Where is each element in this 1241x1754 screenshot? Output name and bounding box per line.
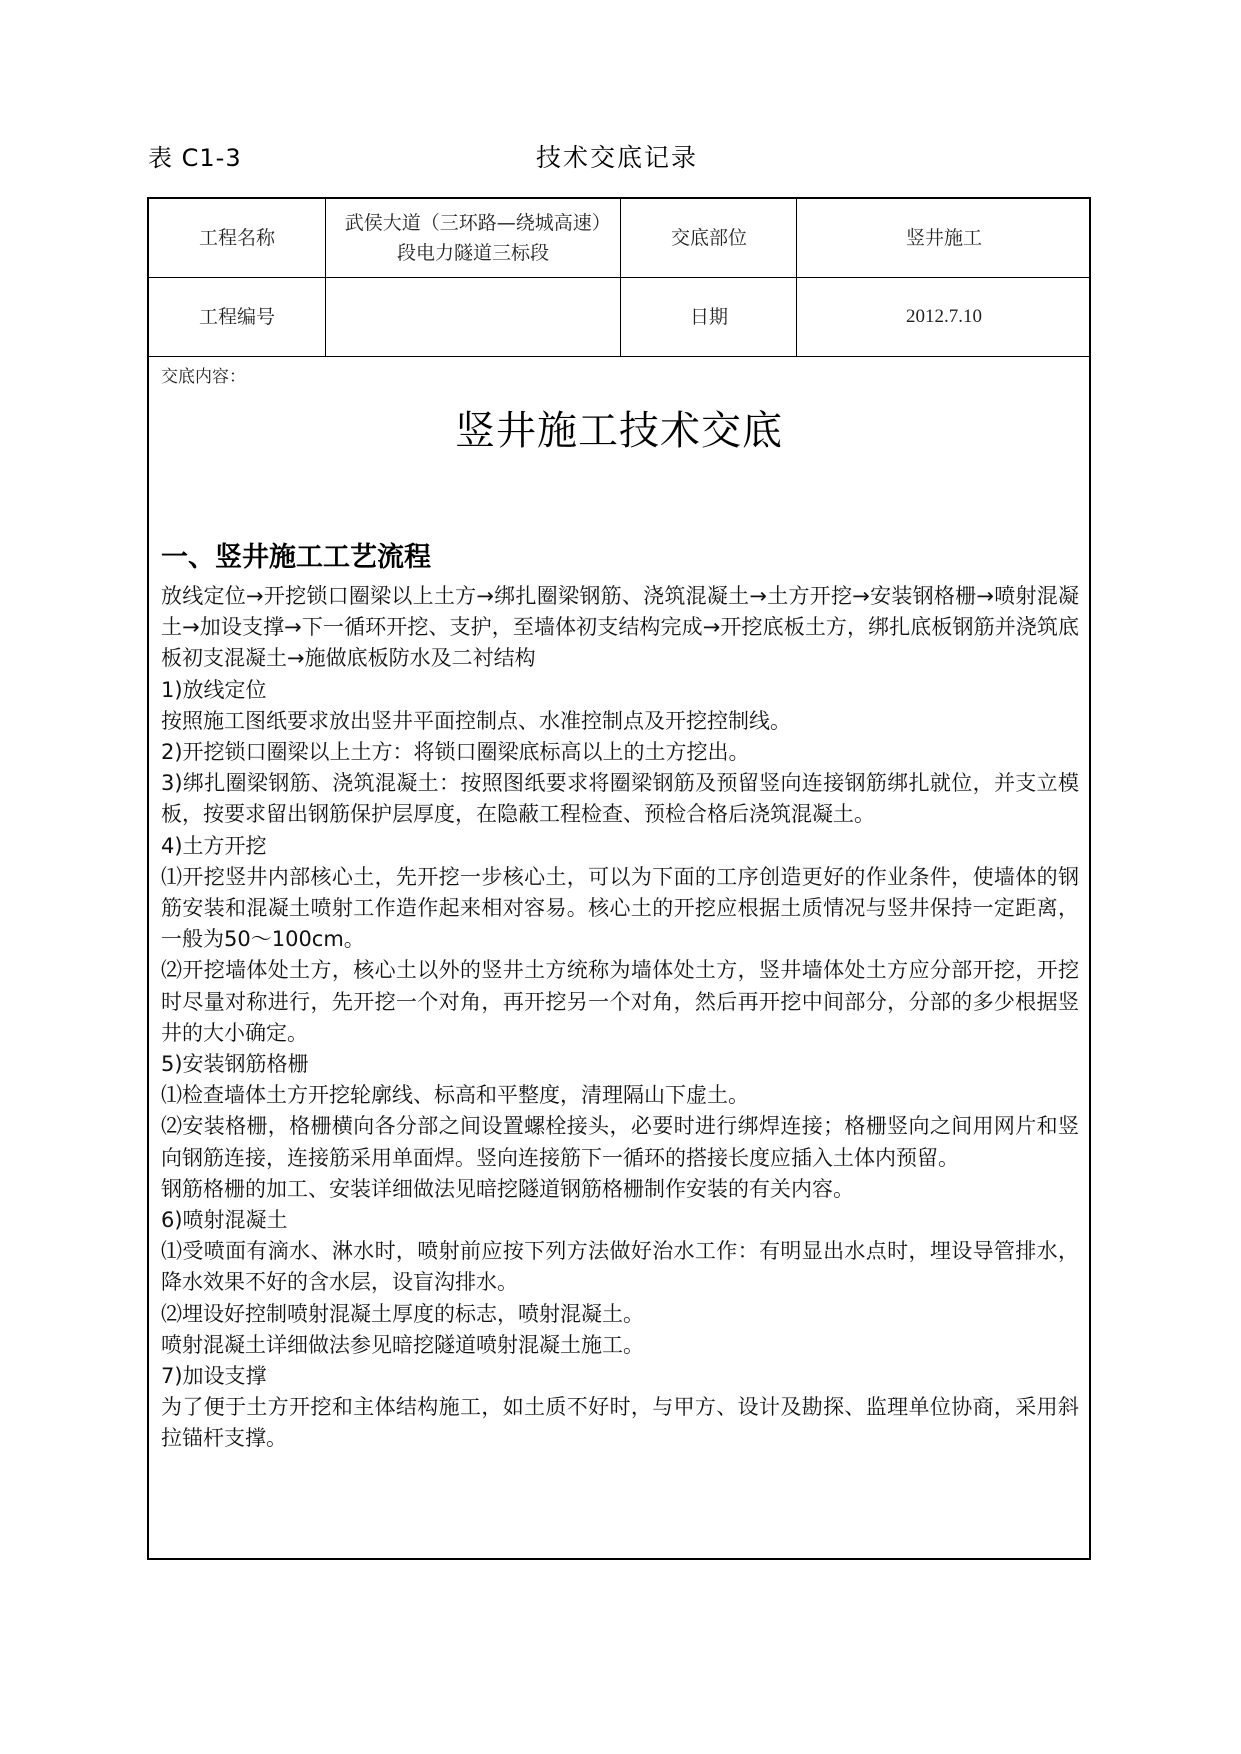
- paragraph: ⑵开挖墙体处土方，核心土以外的竖井土方统称为墙体处土方，竖井墙体处土方应分部开挖，开挖时尽量对称进行，先开挖一个对角，再开挖另一个对角，然后再开挖中间部分，分部的多少根据竖井的大小确定。: [161, 958, 1079, 1045]
- content-label: 交底内容：: [161, 367, 246, 387]
- project-name-value: 武侯大道（三环路—绕城高速）段电力隧道三标段: [344, 212, 602, 264]
- paragraph: 喷射混凝土详细做法参见暗挖隧道喷射混凝土施工。: [161, 1332, 644, 1357]
- row-divider: [149, 356, 1089, 357]
- column-divider: [325, 199, 326, 356]
- paragraph: 5)安装钢筋格栅: [161, 1052, 309, 1077]
- paragraph: 钢筋格栅的加工、安装详细做法见暗挖隧道钢筋格栅制作安装的有关内容。: [161, 1176, 854, 1201]
- document-header: [148, 138, 1098, 174]
- disclosure-record-table: [147, 197, 1091, 1560]
- disclosure-part-label: 交底部位: [670, 227, 747, 249]
- document-title: 技术交底记录: [536, 143, 699, 172]
- disclosure-part-value: 竖井施工: [905, 227, 982, 249]
- paragraph: 7)加设支撑: [161, 1364, 267, 1389]
- paragraph: 6)喷射混凝土: [161, 1208, 288, 1233]
- paragraph: ⑴检查墙体土方开挖轮廓线、标高和平整度，清理隔山下虚土。: [161, 1083, 749, 1108]
- paragraph: ⑴受喷面有滴水、淋水时，喷射前应按下列方法做好治水工作：有明显出水点时，埋设导管排水，降水效果不好的含水层，设盲沟排水。: [161, 1239, 1079, 1295]
- paragraph: ⑴开挖竖井内部核心土，先开挖一步核心土，可以为下面的工序创造更好的作业条件，使墙体的钢筋安装和混凝土喷射工作造作起来相对容易。核心土的开挖应根据土质情况与竖井保持一定距离，一般为50～100cm。: [161, 864, 1079, 952]
- project-number-label: 工程编号: [198, 306, 275, 328]
- project-number-value: [327, 278, 619, 356]
- paragraph: 按照施工图纸要求放出竖井平面控制点、水准控制点及开挖控制线。: [161, 708, 791, 733]
- project-name-label: 工程名称: [198, 227, 275, 249]
- date-label: 日期: [689, 306, 728, 328]
- date-value: 2012.7.10: [906, 306, 982, 327]
- section-heading: 一、竖井施工工艺流程: [161, 542, 431, 573]
- table-code: 表 C1-3: [148, 144, 242, 172]
- paragraph: 2)开挖锁口圈梁以上土方：将锁口圈梁底标高以上的土方挖出。: [161, 740, 750, 765]
- paragraph: 4)土方开挖: [161, 833, 267, 858]
- body-text: [161, 581, 1079, 1455]
- paragraph: ⑵安装格栅，格栅横向各分部之间设置螺栓接头，必要时进行绑焊连接；格栅竖向之间用网片和竖向钢筋连接，连接筋采用单面焊。竖向连接筋下一循环的搭接长度应插入土体内预留。: [161, 1114, 1079, 1170]
- paragraph: ⑵埋设好控制喷射混凝土厚度的标志，喷射混凝土。: [161, 1301, 644, 1326]
- paragraph: 1)放线定位: [161, 677, 267, 702]
- column-divider: [620, 199, 621, 356]
- paragraph: 为了便于土方开挖和主体结构施工，如土质不好时，与甲方、设计及勘探、监理单位协商，采用斜拉锚杆支撑。: [161, 1395, 1079, 1451]
- paragraph: 3)绑扎圈梁钢筋、浇筑混凝土：按照图纸要求将圈梁钢筋及预留竖向连接钢筋绑扎就位，并支立模板，按要求留出钢筋保护层厚度，在隐蔽工程检查、预检合格后浇筑混凝土。: [161, 771, 1079, 827]
- main-heading: 竖井施工技术交底: [455, 408, 783, 454]
- column-divider: [796, 199, 797, 356]
- paragraph: 放线定位→开挖锁口圈梁以上土方→绑扎圈梁钢筋、浇筑混凝土→土方开挖→安装钢格栅→喷射混凝土→加设支撑→下一循环开挖、支护，至墙体初支结构完成→开挖底板土方，绑扎底板钢筋并浇筑底板初支混凝土→施做底板防水及二衬结构: [161, 584, 1079, 671]
